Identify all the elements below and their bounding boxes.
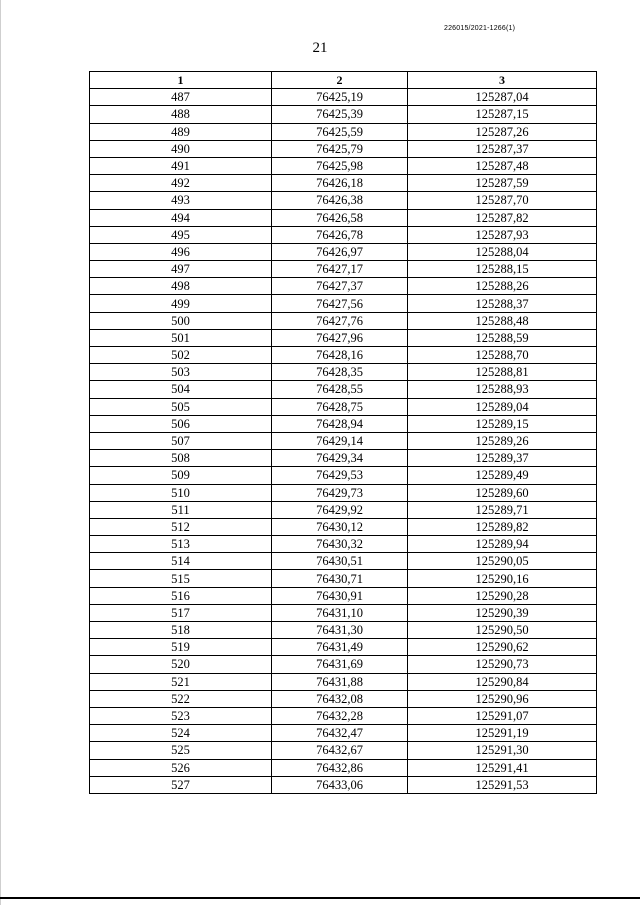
- table-cell: 125291,07: [408, 707, 597, 724]
- table-row: [90, 776, 597, 793]
- table-cell: 520: [90, 656, 272, 673]
- table-cell: 517: [90, 604, 272, 621]
- table-cell: 76425,39: [272, 106, 408, 123]
- table-cell: 76432,47: [272, 725, 408, 742]
- table-cell: 76429,14: [272, 432, 408, 449]
- table-cell: 125290,05: [408, 553, 597, 570]
- table-row: [90, 415, 597, 432]
- table-cell: 125287,26: [408, 123, 597, 140]
- bottom-scan-rule: [0, 897, 640, 899]
- table-cell: 76426,38: [272, 192, 408, 209]
- table-row: [90, 518, 597, 535]
- table-cell: 76426,97: [272, 243, 408, 260]
- table-cell: 76429,53: [272, 467, 408, 484]
- table-cell: 509: [90, 467, 272, 484]
- table-cell: 76427,96: [272, 329, 408, 346]
- table-cell: 125290,39: [408, 604, 597, 621]
- table-cell: 500: [90, 312, 272, 329]
- table-cell: 125289,94: [408, 536, 597, 553]
- table-body: [90, 89, 597, 794]
- table-cell: 518: [90, 622, 272, 639]
- table-row: [90, 759, 597, 776]
- table-cell: 490: [90, 140, 272, 157]
- table-row: [90, 329, 597, 346]
- table-row: [90, 295, 597, 312]
- table-cell: 125289,82: [408, 518, 597, 535]
- page-number: 21: [312, 40, 328, 56]
- table-cell: 76426,18: [272, 175, 408, 192]
- table-cell: 125288,81: [408, 364, 597, 381]
- table-cell: 76430,51: [272, 553, 408, 570]
- table-cell: 125288,93: [408, 381, 597, 398]
- table-row: [90, 398, 597, 415]
- table-row: [90, 364, 597, 381]
- table-row: [90, 707, 597, 724]
- table-row: [90, 536, 597, 553]
- table-cell: 524: [90, 725, 272, 742]
- column-header: 3: [408, 72, 597, 89]
- table-cell: 76427,37: [272, 278, 408, 295]
- table-cell: 125288,04: [408, 243, 597, 260]
- coordinates-table: [89, 71, 597, 794]
- table-row: [90, 192, 597, 209]
- table-cell: 125290,73: [408, 656, 597, 673]
- table-row: [90, 604, 597, 621]
- table-cell: 125289,26: [408, 432, 597, 449]
- table-row: [90, 450, 597, 467]
- table-cell: 76430,32: [272, 536, 408, 553]
- table-cell: 492: [90, 175, 272, 192]
- column-header: 2: [272, 72, 408, 89]
- table-cell: 125287,04: [408, 89, 597, 106]
- table-cell: 76430,71: [272, 570, 408, 587]
- table-cell: 76428,55: [272, 381, 408, 398]
- table-cell: 76426,58: [272, 209, 408, 226]
- table-cell: 125290,96: [408, 690, 597, 707]
- table-cell: 506: [90, 415, 272, 432]
- table-cell: 76430,12: [272, 518, 408, 535]
- table-cell: 125291,53: [408, 776, 597, 793]
- table-cell: 76432,08: [272, 690, 408, 707]
- table-row: [90, 467, 597, 484]
- table-row: [90, 553, 597, 570]
- table-cell: 76429,73: [272, 484, 408, 501]
- table-row: [90, 209, 597, 226]
- table-cell: 125288,48: [408, 312, 597, 329]
- table-cell: 497: [90, 261, 272, 278]
- table-row: [90, 484, 597, 501]
- table-row: [90, 157, 597, 174]
- table-cell: 125290,28: [408, 587, 597, 604]
- table-cell: 521: [90, 673, 272, 690]
- table-cell: 507: [90, 432, 272, 449]
- table-cell: 76425,79: [272, 140, 408, 157]
- table-cell: 494: [90, 209, 272, 226]
- document-id: 226015/2021-1266(1): [444, 25, 516, 32]
- table-cell: 489: [90, 123, 272, 140]
- table-cell: 76432,28: [272, 707, 408, 724]
- table-row: [90, 381, 597, 398]
- table-cell: 512: [90, 518, 272, 535]
- table-cell: 125290,62: [408, 639, 597, 656]
- table-cell: 76428,94: [272, 415, 408, 432]
- table-cell: 125288,59: [408, 329, 597, 346]
- table-row: [90, 123, 597, 140]
- table-cell: 125287,59: [408, 175, 597, 192]
- table-cell: 125290,84: [408, 673, 597, 690]
- table-cell: 499: [90, 295, 272, 312]
- table-cell: 76427,17: [272, 261, 408, 278]
- column-header: 1: [90, 72, 272, 89]
- table-cell: 514: [90, 553, 272, 570]
- table-cell: 504: [90, 381, 272, 398]
- table-cell: 125289,15: [408, 415, 597, 432]
- table-row: [90, 89, 597, 106]
- table-header-row: [90, 72, 597, 89]
- table-row: [90, 725, 597, 742]
- table-cell: 519: [90, 639, 272, 656]
- table-cell: 125289,49: [408, 467, 597, 484]
- table-row: [90, 243, 597, 260]
- table-row: [90, 501, 597, 518]
- table-cell: 76428,35: [272, 364, 408, 381]
- table-cell: 125288,15: [408, 261, 597, 278]
- table-cell: 526: [90, 759, 272, 776]
- table-row: [90, 347, 597, 364]
- table-cell: 125291,30: [408, 742, 597, 759]
- table-row: [90, 226, 597, 243]
- table-cell: 76426,78: [272, 226, 408, 243]
- table-row: [90, 673, 597, 690]
- table-cell: 125290,50: [408, 622, 597, 639]
- table-cell: 503: [90, 364, 272, 381]
- table-cell: 516: [90, 587, 272, 604]
- table-cell: 488: [90, 106, 272, 123]
- table-cell: 125287,15: [408, 106, 597, 123]
- table-row: [90, 639, 597, 656]
- table-cell: 502: [90, 347, 272, 364]
- table-row: [90, 432, 597, 449]
- table-cell: 76429,92: [272, 501, 408, 518]
- table-cell: 125287,70: [408, 192, 597, 209]
- table-cell: 76431,69: [272, 656, 408, 673]
- table-cell: 76431,10: [272, 604, 408, 621]
- table-row: [90, 175, 597, 192]
- table-cell: 125287,48: [408, 157, 597, 174]
- table-cell: 505: [90, 398, 272, 415]
- table-cell: 125288,37: [408, 295, 597, 312]
- table-cell: 496: [90, 243, 272, 260]
- table-row: [90, 622, 597, 639]
- table-cell: 76425,98: [272, 157, 408, 174]
- table-row: [90, 278, 597, 295]
- table-row: [90, 140, 597, 157]
- table-row: [90, 587, 597, 604]
- table-row: [90, 690, 597, 707]
- table-cell: 76425,59: [272, 123, 408, 140]
- table-cell: 76429,34: [272, 450, 408, 467]
- table-cell: 76432,86: [272, 759, 408, 776]
- table-cell: 491: [90, 157, 272, 174]
- table-cell: 76427,76: [272, 312, 408, 329]
- table-row: [90, 261, 597, 278]
- table-cell: 525: [90, 742, 272, 759]
- table-row: [90, 656, 597, 673]
- table-cell: 493: [90, 192, 272, 209]
- table-row: [90, 312, 597, 329]
- table-row: [90, 106, 597, 123]
- table-cell: 527: [90, 776, 272, 793]
- table-cell: 498: [90, 278, 272, 295]
- table-cell: 522: [90, 690, 272, 707]
- table-cell: 501: [90, 329, 272, 346]
- table-cell: 515: [90, 570, 272, 587]
- table-cell: 487: [90, 89, 272, 106]
- table-cell: 125289,04: [408, 398, 597, 415]
- table-cell: 76431,30: [272, 622, 408, 639]
- scan-edge-line: [0, 0, 1, 905]
- table-cell: 125289,37: [408, 450, 597, 467]
- table-cell: 511: [90, 501, 272, 518]
- table-cell: 508: [90, 450, 272, 467]
- table-cell: 513: [90, 536, 272, 553]
- table-cell: 125289,71: [408, 501, 597, 518]
- table-cell: 125291,19: [408, 725, 597, 742]
- table-cell: 76431,49: [272, 639, 408, 656]
- table-cell: 495: [90, 226, 272, 243]
- table-cell: 125289,60: [408, 484, 597, 501]
- table-cell: 76425,19: [272, 89, 408, 106]
- table-row: [90, 742, 597, 759]
- table-cell: 76430,91: [272, 587, 408, 604]
- table-cell: 125288,70: [408, 347, 597, 364]
- table-cell: 510: [90, 484, 272, 501]
- table-row: [90, 570, 597, 587]
- table-cell: 523: [90, 707, 272, 724]
- table-cell: 76432,67: [272, 742, 408, 759]
- table-cell: 76431,88: [272, 673, 408, 690]
- table-cell: 125287,93: [408, 226, 597, 243]
- table-cell: 125287,82: [408, 209, 597, 226]
- table-cell: 125290,16: [408, 570, 597, 587]
- table-cell: 76427,56: [272, 295, 408, 312]
- table-cell: 125291,41: [408, 759, 597, 776]
- table-cell: 125288,26: [408, 278, 597, 295]
- table-cell: 76428,75: [272, 398, 408, 415]
- table-cell: 76433,06: [272, 776, 408, 793]
- table-cell: 125287,37: [408, 140, 597, 157]
- table-cell: 76428,16: [272, 347, 408, 364]
